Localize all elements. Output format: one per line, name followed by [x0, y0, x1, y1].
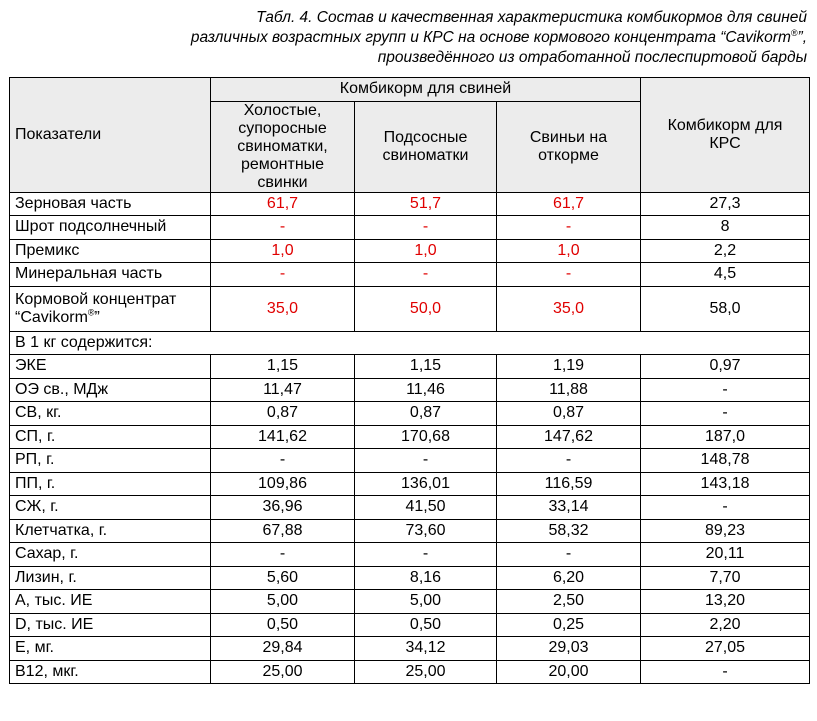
- cell-value: 20,11: [641, 543, 810, 567]
- table-row: [10, 378, 810, 402]
- row-label: ОЭ св., МДж: [10, 378, 211, 402]
- cell-value: 5,00: [211, 590, 355, 614]
- cell-value: 11,88: [497, 378, 641, 402]
- table-row: [10, 449, 810, 473]
- cell-value: 58,32: [497, 519, 641, 543]
- cell-value: 27,05: [641, 637, 810, 661]
- cell-value: 11,47: [211, 378, 355, 402]
- header-indicators: Показатели: [10, 78, 211, 193]
- cell-value: 35,0: [211, 286, 355, 331]
- cell-value: 141,62: [211, 425, 355, 449]
- cell-value: 5,60: [211, 566, 355, 590]
- row-label: D, тыс. ИЕ: [10, 613, 211, 637]
- row-label: А, тыс. ИЕ: [10, 590, 211, 614]
- cell-value: 0,50: [355, 613, 497, 637]
- table-row: [10, 590, 810, 614]
- row-label: ПП, г.: [10, 472, 211, 496]
- cell-value: -: [497, 263, 641, 287]
- table-caption: [7, 8, 807, 68]
- cell-value: 29,84: [211, 637, 355, 661]
- cell-value: 73,60: [355, 519, 497, 543]
- caption-line-1: Табл. 4. Состав и качественная характеристика комбикормов для свиней: [256, 9, 807, 26]
- cell-value: 11,46: [355, 378, 497, 402]
- table-row: [10, 660, 810, 684]
- cell-value: 34,12: [355, 637, 497, 661]
- cell-value: 67,88: [211, 519, 355, 543]
- cell-value: 109,86: [211, 472, 355, 496]
- cell-value: 41,50: [355, 496, 497, 520]
- table-row: [10, 519, 810, 543]
- feed-composition-table: [9, 77, 810, 684]
- row-label: Е, мг.: [10, 637, 211, 661]
- cell-value: 0,50: [211, 613, 355, 637]
- table-row: [10, 543, 810, 567]
- row-label: СП, г.: [10, 425, 211, 449]
- cell-value: 13,20: [641, 590, 810, 614]
- cell-value: 27,3: [641, 192, 810, 216]
- cell-value: 1,0: [355, 239, 497, 263]
- header-fattening-pigs: Свиньи на откорме: [497, 101, 641, 192]
- row-label: Зерновая часть: [10, 192, 211, 216]
- cell-value: -: [641, 378, 810, 402]
- table-row: [10, 355, 810, 379]
- caption-line-3: произведённого из отработанной послеспиртовой барды: [377, 49, 807, 66]
- cell-value: 29,03: [497, 637, 641, 661]
- table-row: [10, 637, 810, 661]
- cell-value: 148,78: [641, 449, 810, 473]
- cell-value: 36,96: [211, 496, 355, 520]
- cell-value: 136,01: [355, 472, 497, 496]
- table-row: [10, 425, 810, 449]
- section-row: [10, 331, 810, 355]
- row-label: Минеральная часть: [10, 263, 211, 287]
- row-label: Премикс: [10, 239, 211, 263]
- cell-value: 0,87: [355, 402, 497, 426]
- cell-value: 7,70: [641, 566, 810, 590]
- cell-value: -: [211, 543, 355, 567]
- header-sows-dry: Холостые, супоросные свиноматки, ремонтные свинки: [211, 101, 355, 192]
- cell-value: 1,19: [497, 355, 641, 379]
- cell-value: 5,00: [355, 590, 497, 614]
- cell-value: 147,62: [497, 425, 641, 449]
- table-row: [10, 402, 810, 426]
- cell-value: 25,00: [355, 660, 497, 684]
- table-row: [10, 613, 810, 637]
- caption-line-2: различных возрастных групп и КРС на основе кормового концентрата “Cavikorm®”,: [190, 27, 807, 46]
- row-label: СВ, кг.: [10, 402, 211, 426]
- cell-value: 143,18: [641, 472, 810, 496]
- cell-value: 33,14: [497, 496, 641, 520]
- cell-value: 1,15: [211, 355, 355, 379]
- cell-value: -: [211, 216, 355, 240]
- row-label-concentrate: Кормовой концентрат “Cavikorm®”: [10, 286, 211, 331]
- cell-value: 61,7: [497, 192, 641, 216]
- cell-value: 116,59: [497, 472, 641, 496]
- cell-value: 2,2: [641, 239, 810, 263]
- cell-value: 58,0: [641, 286, 810, 331]
- row-label: РП, г.: [10, 449, 211, 473]
- cell-value: -: [641, 402, 810, 426]
- cell-value: 187,0: [641, 425, 810, 449]
- cell-value: 0,87: [497, 402, 641, 426]
- cell-value: -: [497, 543, 641, 567]
- table-row: [10, 472, 810, 496]
- header-row-1: [10, 78, 810, 102]
- cell-value: 35,0: [497, 286, 641, 331]
- cell-value: 0,25: [497, 613, 641, 637]
- cell-value: 61,7: [211, 192, 355, 216]
- table-row: [10, 192, 810, 216]
- row-label: В12, мкг.: [10, 660, 211, 684]
- cell-value: 8,16: [355, 566, 497, 590]
- cell-value: 25,00: [211, 660, 355, 684]
- cell-value: 8: [641, 216, 810, 240]
- row-label: ЭКЕ: [10, 355, 211, 379]
- cell-value: -: [211, 263, 355, 287]
- cell-value: -: [641, 496, 810, 520]
- row-label: Сахар, г.: [10, 543, 211, 567]
- cell-value: 0,87: [211, 402, 355, 426]
- cell-value: -: [355, 543, 497, 567]
- cell-value: -: [355, 449, 497, 473]
- cell-value: 1,0: [211, 239, 355, 263]
- cell-value: -: [497, 449, 641, 473]
- header-cattle-feed: Комбикорм для КРС: [641, 78, 810, 193]
- cell-value: 1,0: [497, 239, 641, 263]
- table-row: [10, 263, 810, 287]
- section-label: В 1 кг содержится:: [10, 331, 810, 355]
- table-row: [10, 286, 810, 331]
- cell-value: 0,97: [641, 355, 810, 379]
- cell-value: 50,0: [355, 286, 497, 331]
- table-row: [10, 216, 810, 240]
- cell-value: -: [211, 449, 355, 473]
- cell-value: 6,20: [497, 566, 641, 590]
- cell-value: 89,23: [641, 519, 810, 543]
- cell-value: -: [497, 216, 641, 240]
- row-label: СЖ, г.: [10, 496, 211, 520]
- row-label: Шрот подсолнечный: [10, 216, 211, 240]
- cell-value: 1,15: [355, 355, 497, 379]
- cell-value: -: [641, 660, 810, 684]
- cell-value: 2,20: [641, 613, 810, 637]
- header-sows-lactating: Подсосные свиноматки: [355, 101, 497, 192]
- header-pig-feed: Комбикорм для свиней: [211, 78, 641, 102]
- cell-value: 4,5: [641, 263, 810, 287]
- cell-value: -: [355, 216, 497, 240]
- cell-value: -: [355, 263, 497, 287]
- cell-value: 2,50: [497, 590, 641, 614]
- cell-value: 51,7: [355, 192, 497, 216]
- row-label: Клетчатка, г.: [10, 519, 211, 543]
- table-row: [10, 566, 810, 590]
- table-row: [10, 496, 810, 520]
- cell-value: 20,00: [497, 660, 641, 684]
- table-row: [10, 239, 810, 263]
- cell-value: 170,68: [355, 425, 497, 449]
- row-label: Лизин, г.: [10, 566, 211, 590]
